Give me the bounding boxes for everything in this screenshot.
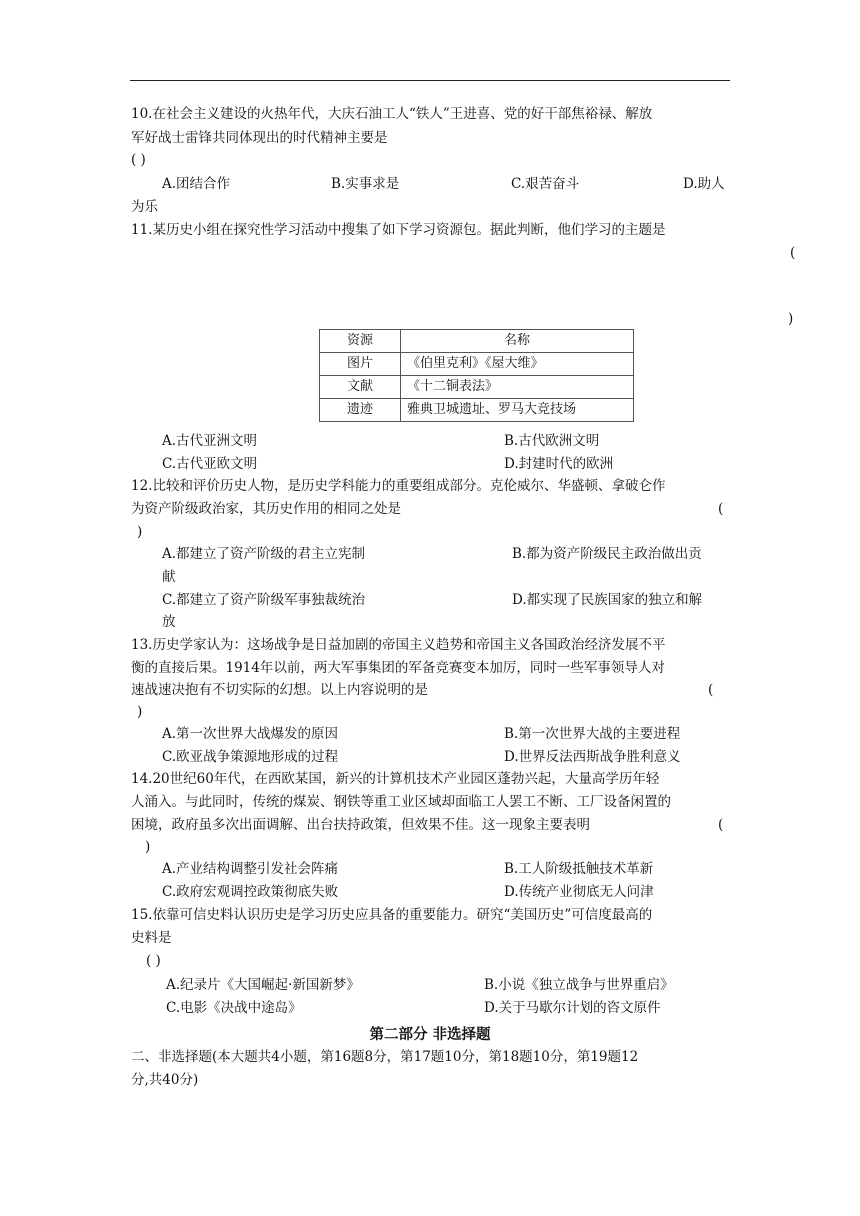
q11-bracket-open: (	[790, 245, 796, 261]
q13-option-a: A.第一次世界大战爆发的原因	[162, 726, 339, 742]
q14-option-d: D.传统产业彻底无人问津	[504, 884, 654, 900]
q10-option-d-cont: 为乐	[131, 199, 158, 215]
q12-option-c: C.都建立了资产阶级军事独裁统治	[162, 592, 366, 608]
q13-option-c: C.欧亚战争策源地形成的过程	[162, 749, 339, 765]
q12-stem-line1: 12.比较和评价历史人物，是历史学科能力的重要组成部分。克伦威尔、华盛顿、拿破仑作	[131, 478, 666, 494]
table-cell: 雅典卫城遗址、罗马大竞技场	[401, 399, 634, 422]
table-cell: 图片	[320, 353, 401, 376]
q15-option-d: D.关于马歇尔计划的咨文原件	[484, 1000, 661, 1016]
table-header-cell: 名称	[401, 330, 634, 353]
q10-stem-line2: 军好战士雷锋共同体现出的时代精神主要是	[131, 130, 388, 146]
part2-instructions-line2: 分,共40分)	[131, 1072, 199, 1088]
q12-option-b: B.都为资产阶级民主政治做出贡	[512, 546, 702, 562]
q13-option-b: B.第一次世界大战的主要进程	[504, 726, 681, 742]
q10-option-a: A.团结合作	[162, 176, 231, 192]
q15-answer-bracket: ( )	[146, 953, 161, 969]
part2-heading: 第二部分 非选择题	[369, 1026, 491, 1043]
q13-bracket-open: (	[708, 682, 714, 698]
q12-option-d: D.都实现了民族国家的独立和解	[512, 592, 703, 608]
q10-answer-bracket: ( )	[131, 152, 146, 168]
table-cell: 《伯里克利》《屋大维》	[401, 353, 634, 376]
q11-bracket-close: )	[788, 311, 794, 327]
table-row	[320, 376, 634, 399]
q10-option-d: D.助人	[683, 176, 725, 192]
resource-table	[319, 329, 634, 422]
q12-bracket-open: (	[718, 501, 724, 517]
q13-bracket-close: )	[137, 704, 143, 720]
q11-stem-line1: 11.某历史小组在探究性学习活动中搜集了如下学习资源包。据此判断，他们学习的主题是	[131, 222, 666, 238]
q14-bracket-open: (	[718, 817, 724, 833]
q15-stem-line2: 史料是	[131, 930, 172, 946]
q15-stem-line1: 15.依靠可信史料认识历史是学习历史应具备的重要能力。研究“美国历史”可信度最高的	[131, 907, 653, 923]
q13-stem-line3: 速战速决抱有不切实际的幻想。以上内容说明的是	[131, 682, 428, 698]
q11-option-c: C.古代亚欧文明	[162, 456, 258, 472]
q14-stem-line3: 困境，政府虽多次出面调解、出台扶持政策，但效果不佳。这一现象主要表明	[131, 817, 590, 833]
q10-option-b: B.实事求是	[331, 176, 400, 192]
table-row	[320, 399, 634, 422]
q13-option-d: D.世界反法西斯战争胜利意义	[504, 749, 681, 765]
q14-option-c: C.政府宏观调控政策彻底失败	[162, 884, 339, 900]
q15-option-a: A.纪录片《大国崛起·新国新梦》	[166, 977, 360, 993]
q14-stem-line1: 14.20世纪60年代，在西欧某国，新兴的计算机技术产业园区蓬勃兴起，大量高学历年轻	[131, 771, 660, 787]
q12-bracket-close: )	[137, 524, 143, 540]
q15-option-b: B.小说《独立战争与世界重启》	[484, 977, 674, 993]
q14-option-a: A.产业结构调整引发社会阵痛	[162, 861, 339, 877]
table-cell: 遗迹	[320, 399, 401, 422]
q14-stem-line2: 人涌入。与此同时，传统的煤炭、钢铁等重工业区域却面临工人罢工不断、工厂设备闲置的	[131, 794, 671, 810]
q12-option-d-cont: 放	[162, 614, 176, 630]
q15-option-c: C.电影《决战中途岛》	[166, 1000, 302, 1016]
q14-option-b: B.工人阶级抵触技术革新	[504, 861, 654, 877]
table-cell: 《十二铜表法》	[401, 376, 634, 399]
q12-stem-line2: 为资产阶级政治家，其历史作用的相同之处是	[131, 501, 401, 517]
q10-option-c: C.艰苦奋斗	[511, 176, 580, 192]
q13-stem-line1: 13.历史学家认为：这场战争是日益加剧的帝国主义趋势和帝国主义各国政治经济发展不平	[131, 637, 666, 653]
header-rule	[130, 80, 730, 81]
table-cell: 文献	[320, 376, 401, 399]
q11-option-b: B.古代欧洲文明	[504, 433, 600, 449]
q13-stem-line2: 衡的直接后果。1914年以前，两大军事集团的军备竞赛变本加厉，同时一些军事领导人对	[131, 660, 665, 676]
q11-option-d: D.封建时代的欧洲	[504, 456, 614, 472]
table-header-cell: 资源	[320, 330, 401, 353]
q12-option-a: A.都建立了资产阶级的君主立宪制	[162, 546, 366, 562]
table-header-row	[320, 330, 634, 353]
table-row	[320, 353, 634, 376]
part2-instructions-line1: 二、非选择题(本大题共4小题，第16题8分，第17题10分，第18题10分，第19题12	[131, 1049, 639, 1065]
q14-bracket-close: )	[145, 839, 151, 855]
q12-option-b-cont: 献	[162, 569, 176, 585]
q11-option-a: A.古代亚洲文明	[162, 433, 258, 449]
q10-stem-line1: 10.在社会主义建设的火热年代，大庆石油工人“铁人”王进喜、党的好干部焦裕禄、解放	[131, 106, 653, 122]
